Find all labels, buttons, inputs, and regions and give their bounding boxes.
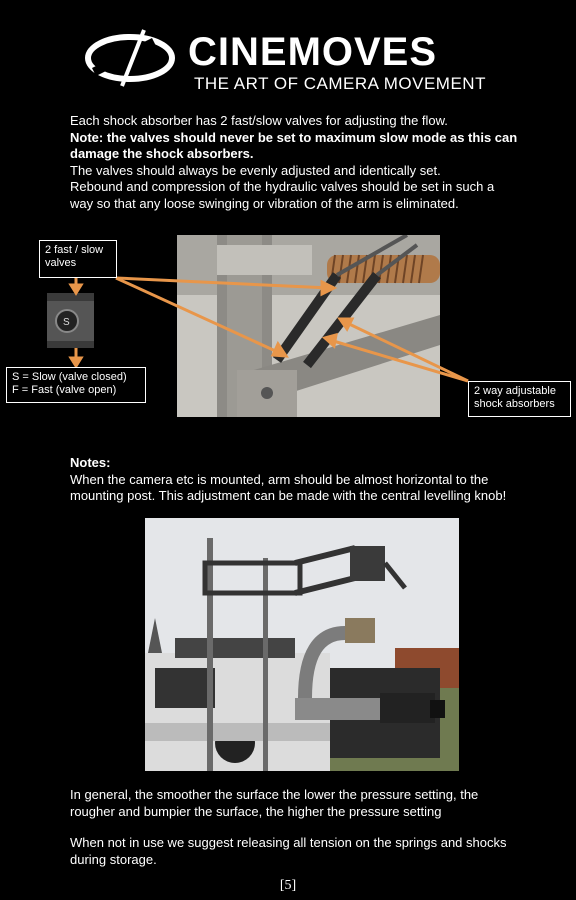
- vehicle-mount-photo: [145, 518, 459, 771]
- closing-line: during storage.: [70, 851, 157, 867]
- intro-line: The valves should always be evenly adjusted and identically set.: [70, 162, 441, 178]
- arrowhead: [325, 335, 336, 346]
- arrowhead: [71, 358, 81, 366]
- intro-line: Rebound and compression of the hydraulic valves should be set in such a: [70, 179, 495, 194]
- notes-section: [70, 455, 550, 505]
- callout-valves: [39, 240, 117, 278]
- warning-note-line: damage the shock absorbers.: [70, 146, 254, 161]
- intro-line: way so that any loose swinging or vibration of the arm is eliminated.: [70, 195, 459, 211]
- notes-heading: Notes:: [70, 455, 111, 470]
- page-number: [5]: [279, 878, 297, 893]
- legend-fast: F = Fast (valve open): [12, 384, 117, 396]
- notes-line: mounting post. This adjustment can be made with the central levelling knob!: [70, 488, 507, 503]
- callout-text: 2 fast / slow: [45, 244, 104, 256]
- callout-shock-absorbers: [468, 381, 571, 417]
- arrowhead: [340, 319, 352, 329]
- closing-paragraph-1: [70, 787, 550, 820]
- arrow-to-lower-valve: [116, 278, 282, 354]
- brand-tagline: THE ART OF CAMERA MOVEMENT: [194, 74, 486, 93]
- callout-text: shock absorbers: [474, 398, 555, 410]
- notes-line: When the camera etc is mounted, arm should be almost horizontal to the: [70, 471, 489, 487]
- arrow-to-upper-valve: [116, 278, 330, 288]
- brand-name: CINEMOVES: [188, 30, 438, 74]
- callout-text: valves: [45, 257, 77, 269]
- arrowhead: [71, 285, 81, 293]
- arrowhead: [273, 344, 286, 356]
- closing-paragraph-2: [70, 835, 550, 868]
- arrow-to-upper-shock: [330, 340, 468, 381]
- intro-line: Each shock absorber has 2 fast/slow valves for adjusting the flow.: [70, 113, 448, 128]
- closing-line: When not in use we suggest releasing all tension on the springs and shocks: [70, 835, 507, 850]
- legend-slow: S = Slow (valve closed): [12, 371, 127, 383]
- valve-letter: S: [63, 317, 70, 328]
- callout-valve-legend: [6, 367, 146, 403]
- arrowhead: [322, 282, 334, 294]
- callout-text: 2 way adjustable: [474, 385, 556, 397]
- closing-line: In general, the smoother the surface the lower the pressure setting, the: [70, 787, 479, 802]
- warning-note-line: Note: the valves should never be set to maximum slow mode as this can: [70, 129, 518, 145]
- closing-line: rougher and bumpier the surface, the higher the pressure setting: [70, 803, 442, 819]
